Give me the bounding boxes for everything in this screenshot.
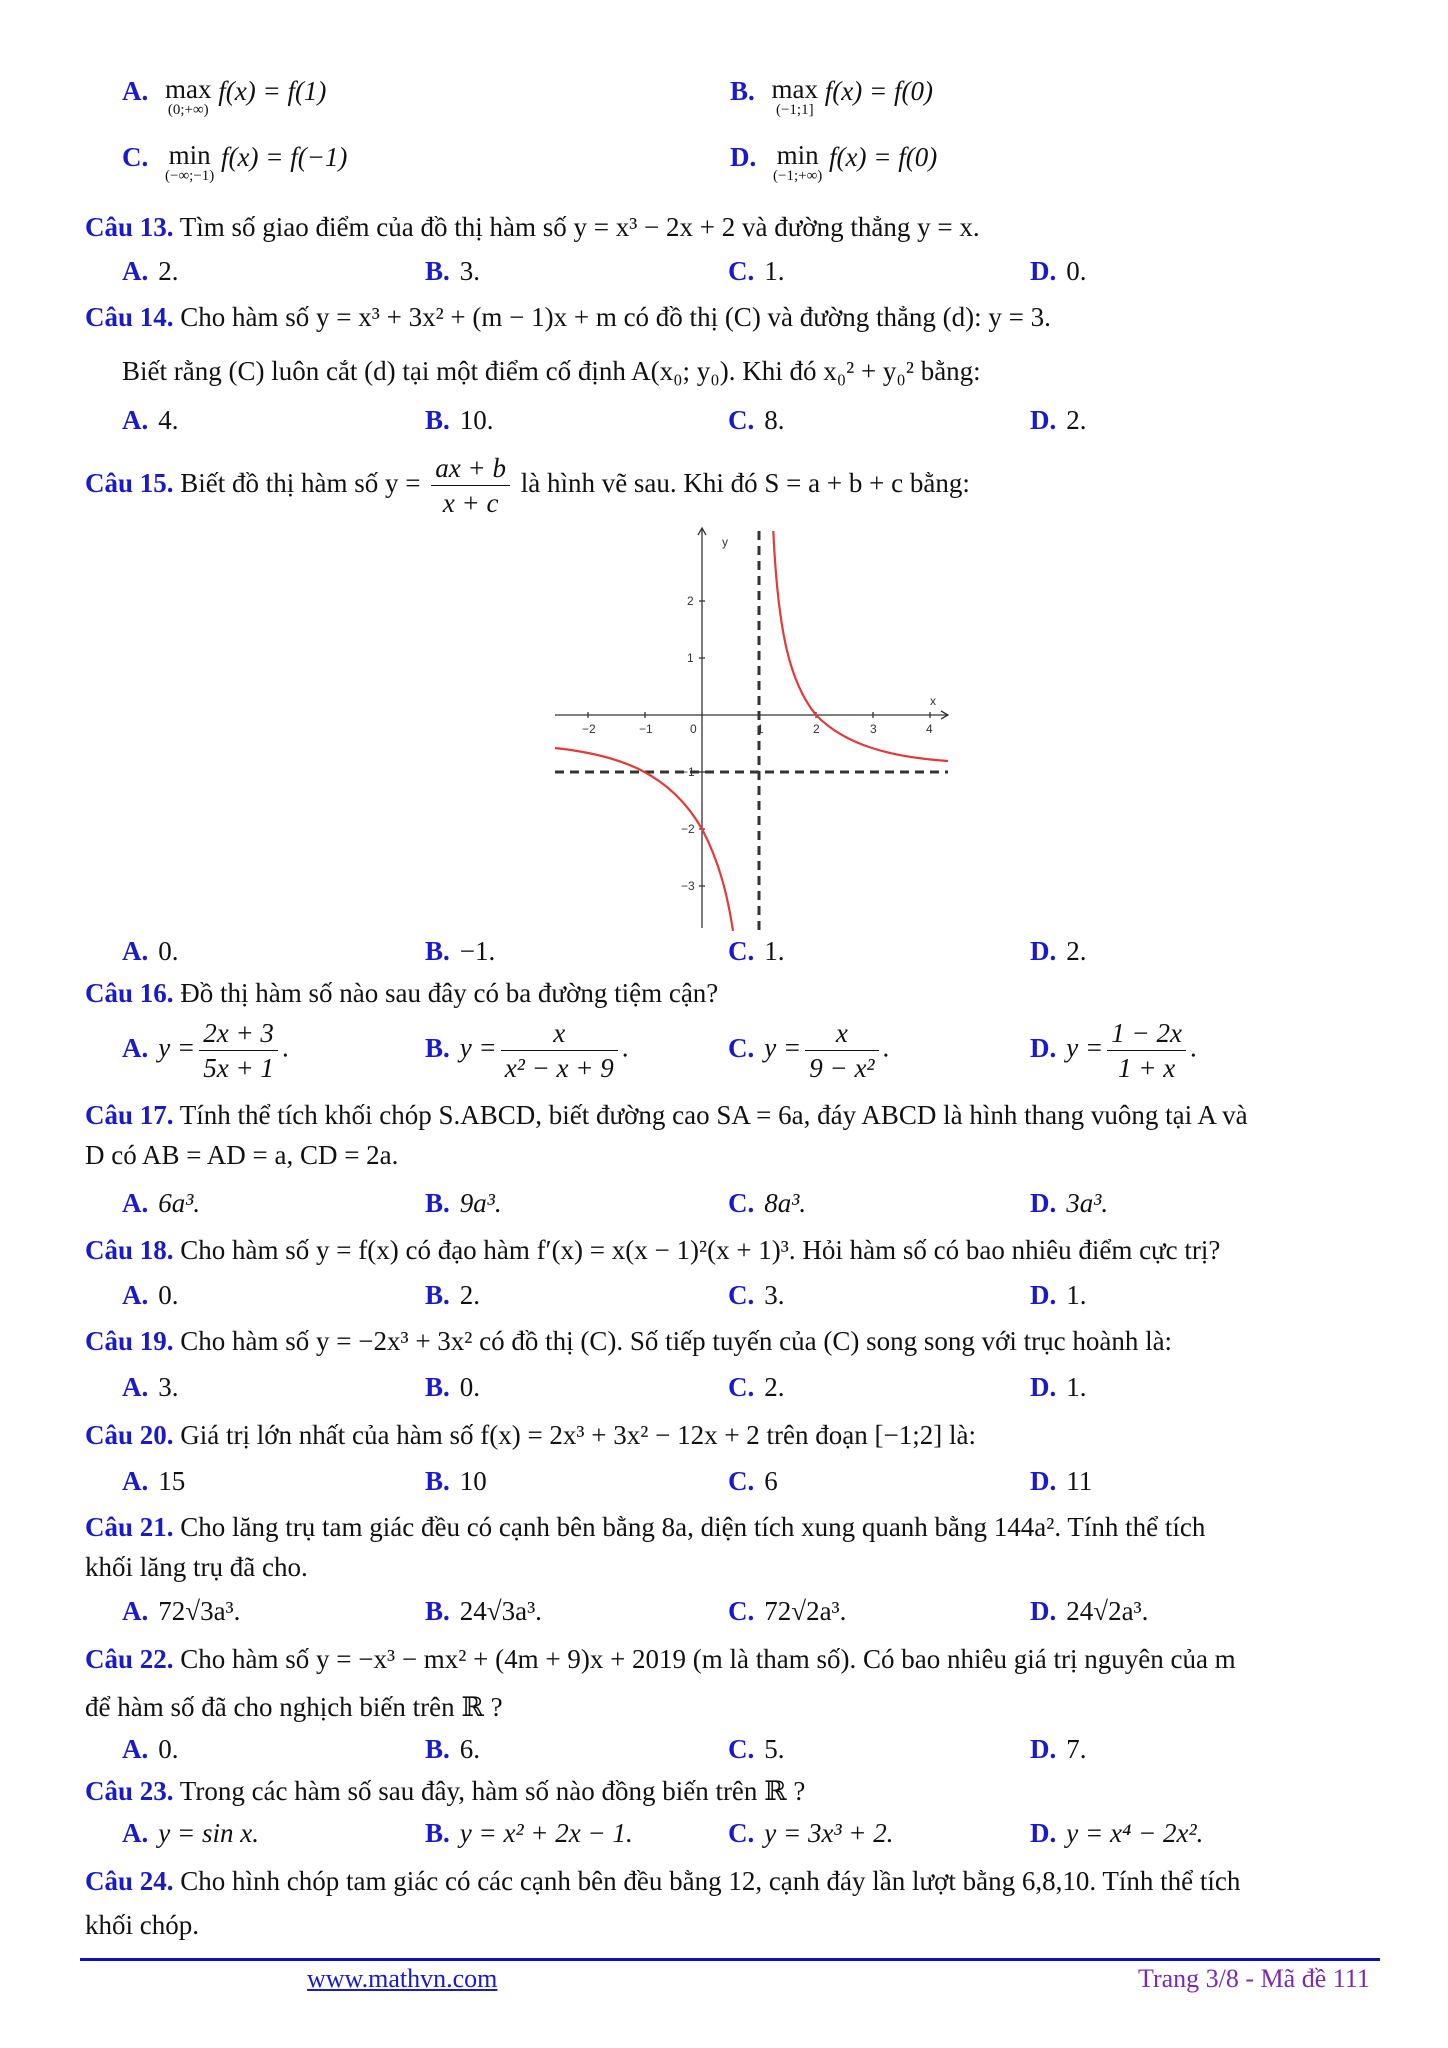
question-text: Cho hình chóp tam giác có các cạnh bên đều bằng 12, cạnh đáy lần lượt bằng 6,8,10. Tính thể tích	[180, 1866, 1241, 1896]
footer-divider	[80, 1958, 1380, 1961]
q17-option-b: B. 9a³.	[425, 1188, 502, 1218]
question-label: Câu 23.	[85, 1776, 174, 1806]
q13-option-d: D. 0.	[1030, 256, 1087, 286]
option-label: C.	[122, 142, 149, 172]
q14-option-b: B. 10.	[425, 405, 494, 435]
q22-stem-line2: để hàm số đã cho nghịch biến trên ℝ ?	[85, 1692, 503, 1722]
question-text: Tìm số giao điểm của đồ thị hàm số y = x³ − 2x + 2 và đường thẳng y = x.	[179, 212, 980, 242]
svg-text:−2: −2	[582, 722, 596, 736]
question-text: Tính thể tích khối chóp S.ABCD, biết đường cao SA = 6a, đáy ABCD là hình thang vuông tại A và	[179, 1100, 1248, 1130]
q20-option-b: B. 10	[425, 1466, 487, 1496]
footer-page-number: Trang 3/8 - Mã đề 111	[1138, 1964, 1370, 1993]
fraction: $\frac{ax + b}{x + c}$	[431, 451, 510, 520]
question-label: Câu 17.	[85, 1100, 174, 1130]
q21-option-c: C. 72√2a³.	[728, 1596, 847, 1626]
q16-option-a: A. y = $\frac{2x + 3}{5x + 1}$ .	[122, 1018, 289, 1083]
question-label: Câu 24.	[85, 1866, 174, 1896]
q22-option-b: B. 6.	[425, 1734, 481, 1764]
q23-option-d: D. y = x⁴ − 2x².	[1030, 1818, 1204, 1848]
question-label: Câu 16.	[85, 978, 174, 1008]
q12-c-expr: f(x) = f(−1)	[221, 142, 348, 172]
right-branch	[773, 531, 948, 761]
q13-option-c: C. 1.	[728, 256, 785, 286]
option-label: A.	[122, 76, 149, 106]
question-text: Cho hàm số y = −2x³ + 3x² có đồ thị (C). Số tiếp tuyến của (C) song song với trục hoành là:	[180, 1326, 1173, 1356]
q19-option-c: C. 2.	[728, 1372, 785, 1402]
question-label: Câu 14.	[85, 302, 174, 332]
question-text: Trong các hàm số sau đây, hàm số nào đồng biến trên ℝ ?	[179, 1776, 806, 1806]
svg-text:−3: −3	[681, 879, 695, 893]
svg-text:−1: −1	[639, 722, 653, 736]
q19-option-b: B. 0.	[425, 1372, 481, 1402]
q12-b-expr: f(x) = f(0)	[824, 76, 933, 106]
q13-option-a: A. 2.	[122, 256, 179, 286]
q12-option-a	[122, 76, 326, 118]
q19-stem	[85, 1324, 1172, 1358]
q15-option-a: A. 0.	[122, 936, 179, 966]
q21-stem	[85, 1510, 1205, 1544]
q19-option-a: A. 3.	[122, 1372, 179, 1402]
svg-text:−2: −2	[681, 822, 695, 836]
q12-b-op: max (−1;1]	[771, 74, 819, 118]
q16-option-c: C. y = $\frac{x}{\text{9 − x²}}$ .	[728, 1018, 890, 1083]
footer-website-link[interactable]: www.mathvn.com	[307, 1964, 498, 1993]
q18-option-c: C. 3.	[728, 1280, 785, 1310]
q16-option-b: B. y = $\frac{x}{\text{x² − x + 9}}$ .	[425, 1018, 629, 1083]
q12-c-op: min (−∞;−1)	[165, 140, 215, 184]
q15-option-c: C. 1.	[728, 936, 785, 966]
q19-option-d: D. 1.	[1030, 1372, 1087, 1402]
q14-stem-line2: Biết rằng (C) luôn cắt (d) tại một điểm cố định A(x₀; y₀). Khi đó x₀² + y₀² bằng:	[122, 356, 981, 386]
q23-option-a: A. y = sin x.	[122, 1818, 259, 1848]
question-label: Câu 18.	[85, 1235, 174, 1265]
svg-text:2: 2	[687, 594, 694, 608]
q14-stem	[85, 300, 1051, 334]
q20-option-a: A. 15	[122, 1466, 186, 1496]
q17-stem	[85, 1098, 1248, 1132]
question-label: Câu 20.	[85, 1420, 174, 1450]
q17-option-c: C. 8a³.	[728, 1188, 807, 1218]
svg-text:2: 2	[813, 722, 820, 736]
q20-option-d: D. 11	[1030, 1466, 1093, 1496]
svg-text:−1: −1	[681, 765, 695, 779]
q12-option-b	[730, 76, 933, 118]
q22-option-d: D. 7.	[1030, 1734, 1087, 1764]
left-branch	[555, 748, 733, 931]
question-label: Câu 19.	[85, 1326, 174, 1356]
q14-option-c: C. 8.	[728, 405, 785, 435]
svg-text:0: 0	[690, 722, 697, 736]
q21-stem-line2: khối lăng trụ đã cho.	[85, 1552, 308, 1582]
q13-option-b: B. 3.	[425, 256, 481, 286]
question-label: Câu 13.	[85, 212, 174, 242]
q21-option-d: D. 24√2a³.	[1030, 1596, 1149, 1626]
q21-option-b: B. 24√3a³.	[425, 1596, 542, 1626]
question-text: Cho hàm số y = x³ + 3x² + (m − 1)x + m có đồ thị (C) và đường thẳng (d): y = 3.	[180, 302, 1051, 332]
question-label: Câu 21.	[85, 1512, 174, 1542]
q18-option-a: A. 0.	[122, 1280, 179, 1310]
q12-option-d	[730, 142, 937, 184]
q14-option-d: D. 2.	[1030, 405, 1087, 435]
q23-option-b: B. y = x² + 2x − 1.	[425, 1818, 633, 1848]
q18-stem	[85, 1233, 1220, 1267]
q15-option-b: B. −1.	[425, 936, 496, 966]
question-text: Đồ thị hàm số nào sau đây có ba đường tiệm cận?	[180, 978, 719, 1008]
svg-text:1: 1	[687, 651, 694, 665]
question-text: là hình vẽ sau. Khi đó S = a + b + c bằng:	[520, 468, 970, 498]
q24-stem-line2: khối chóp.	[85, 1910, 199, 1940]
question-text: Cho hàm số y = f(x) có đạo hàm f′(x) = x(x − 1)²(x + 1)³. Hỏi hàm số có bao nhiêu điểm cực trị?	[180, 1235, 1221, 1265]
option-label: D.	[730, 142, 757, 172]
question-label: Câu 22.	[85, 1644, 174, 1674]
q12-a-op: max (0;+∞)	[165, 74, 212, 118]
q20-stem	[85, 1418, 976, 1452]
q13-stem	[85, 210, 980, 244]
q12-d-expr: f(x) = f(0)	[829, 142, 938, 172]
q18-option-b: B. 2.	[425, 1280, 481, 1310]
q20-option-c: C. 6	[728, 1466, 778, 1496]
q17-stem-line2: D có AB = AD = a, CD = 2a.	[85, 1140, 399, 1170]
q22-option-a: A. 0.	[122, 1734, 179, 1764]
q12-option-c	[122, 142, 347, 184]
y-axis-label: y	[722, 535, 728, 549]
q15-option-d: D. 2.	[1030, 936, 1087, 966]
q22-option-c: C. 5.	[728, 1734, 785, 1764]
q24-stem	[85, 1864, 1240, 1898]
question-text: Cho hàm số y = −x³ − mx² + (4m + 9)x + 2019 (m là tham số). Có bao nhiêu giá trị nguyên của m	[180, 1644, 1236, 1674]
q23-stem	[85, 1774, 805, 1808]
x-axis-label: x	[930, 694, 936, 708]
hyperbola-graph	[550, 523, 960, 933]
q23-option-c: C. y = 3x³ + 2.	[728, 1818, 894, 1848]
q22-stem	[85, 1642, 1236, 1676]
q14-option-a: A. 4.	[122, 405, 179, 435]
q16-stem	[85, 976, 718, 1010]
option-label: B.	[730, 76, 755, 106]
q18-option-d: D. 1.	[1030, 1280, 1087, 1310]
q16-option-d: D. y = $\frac{1 - 2x}{1 + x}$ .	[1030, 1018, 1197, 1083]
q17-option-a: A. 6a³.	[122, 1188, 201, 1218]
question-label: Câu 15.	[85, 468, 174, 498]
q17-option-d: D. 3a³.	[1030, 1188, 1109, 1218]
svg-text:1: 1	[757, 722, 764, 736]
q15-stem	[85, 448, 970, 520]
question-text: Giá trị lớn nhất của hàm số f(x) = 2x³ + 3x² − 12x + 2 trên đoạn [−1;2] là:	[180, 1420, 976, 1450]
svg-text:4: 4	[926, 722, 933, 736]
q12-d-op: min (−1;+∞)	[773, 140, 823, 184]
q21-option-a: A. 72√3a³.	[122, 1596, 241, 1626]
svg-text:3: 3	[870, 722, 877, 736]
question-text: Biết đồ thị hàm số y =	[180, 468, 421, 498]
question-text: Cho lăng trụ tam giác đều có cạnh bên bằng 8a, diện tích xung quanh bằng 144a². Tính thể tích	[180, 1512, 1206, 1542]
q12-a-expr: f(x) = f(1)	[218, 76, 327, 106]
